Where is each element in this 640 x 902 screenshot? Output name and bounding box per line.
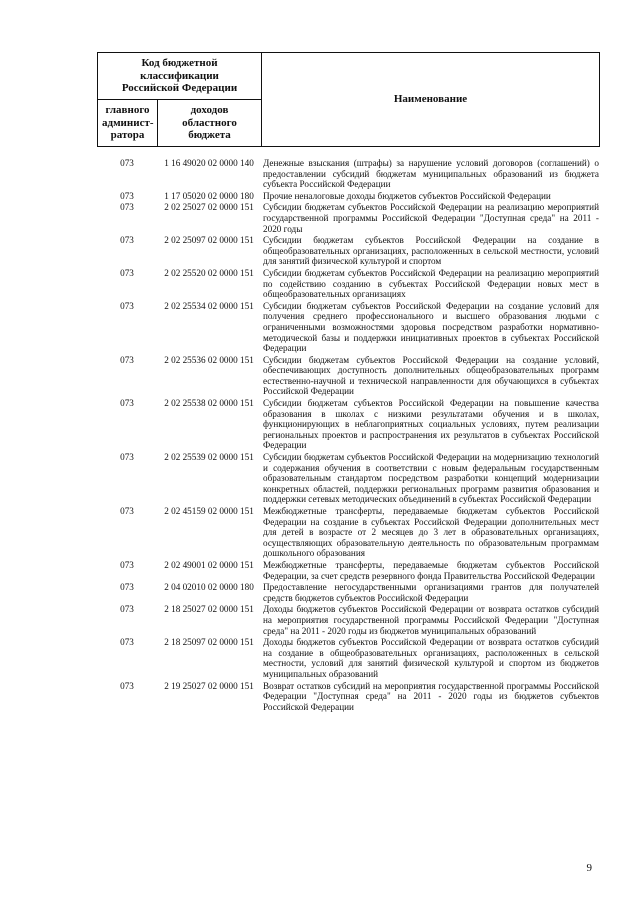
row-name: Субсидии бюджетам субъектов Российской Федерации на создание условий, обеспечивающих доступность дополнительных общеобразовательных программ естественно-научной и технической направленности для обучающихся в субъектах Российской Федерации bbox=[263, 354, 599, 397]
row-admin-code: 073 bbox=[120, 604, 134, 615]
row-admin-code: 073 bbox=[120, 190, 134, 201]
row-name: Субсидии бюджетам субъектов Российской Федерации на реализацию мероприятий государственной программы Российской Федерации "Доступная среда" на 2011 - 2020 годы bbox=[263, 202, 599, 234]
row-admin-code: 073 bbox=[120, 398, 134, 409]
row-admin-code: 073 bbox=[120, 637, 134, 648]
row-name: Субсидии бюджетам субъектов Российской Федерации на реализацию мероприятий по содействию созданию в субъектах Российской Федерации новых мест в общеобразовательных организациях bbox=[263, 267, 599, 300]
table-row bbox=[97, 158, 599, 190]
row-admin-code: 073 bbox=[120, 158, 134, 168]
row-budget-code: 1 16 49020 02 0000 140 bbox=[164, 158, 254, 168]
table-row bbox=[97, 268, 599, 300]
row-admin-code: 073 bbox=[120, 354, 134, 365]
row-name: Предоставление негосударственными организациями грантов для получателей средств бюджетов субъектов Российской Федерации bbox=[263, 582, 599, 603]
row-name: Межбюджетные трансферты, передаваемые бюджетам субъектов Российской Федерации, за счет средств резервного фонда Правительства Российской Федерации bbox=[263, 559, 599, 581]
table-row bbox=[97, 560, 599, 581]
page-number: 9 bbox=[586, 862, 592, 874]
row-admin-code: 073 bbox=[120, 559, 134, 570]
row-name: Субсидии бюджетам субъектов Российской Федерации на модернизацию технологий и содержания обучения в соответствии с новым федеральным государственным образовательным стандартом посредством разработки концепций модернизации конкретных областей, поддержки региональных программ развития образования и поддержки сетевых методических объединений в субъектах Российской Федерации bbox=[263, 452, 599, 505]
table-header bbox=[97, 52, 600, 147]
row-admin-code: 073 bbox=[120, 582, 134, 593]
header-income: доходов областного бюджета bbox=[158, 100, 262, 147]
table-row bbox=[97, 301, 599, 354]
row-name: Доходы бюджетов субъектов Российской Федерации от возврата остатков субсидий на создание в общеобразовательных организациях, расположенных в сельской местности, условий для занятий физической культурой и спортом из бюджетов муниципальных образований bbox=[263, 637, 599, 679]
row-name: Субсидии бюджетам субъектов Российской Федерации на создание в общеобразовательных организациях, расположенных в сельской местности, условий для занятий физической культурой и спортом bbox=[263, 235, 599, 267]
table-row bbox=[97, 235, 599, 267]
row-admin-code: 073 bbox=[120, 300, 134, 311]
row-budget-code: 2 02 25520 02 0000 151 bbox=[164, 267, 254, 278]
table-row bbox=[97, 398, 599, 451]
table-row bbox=[97, 202, 599, 234]
table-row bbox=[97, 452, 599, 505]
row-budget-code: 2 02 25097 02 0000 151 bbox=[164, 235, 254, 246]
row-budget-code: 2 18 25097 02 0000 151 bbox=[164, 637, 254, 648]
row-name: Доходы бюджетов субъектов Российской Федерации от возврата остатков субсидий на мероприятия государственной программы Российской Федерации "Доступная среда" на 2011 - 2020 годы из бюджетов муниципальных образований bbox=[263, 604, 599, 636]
row-name: Денежные взыскания (штрафы) за нарушение условий договоров (соглашений) о предоставлении субсидий бюджетам муниципальных образований из бюджета субъекта Российской Федерации bbox=[263, 158, 599, 190]
row-budget-code: 1 17 05020 02 0000 180 bbox=[164, 190, 254, 201]
row-budget-code: 2 02 49001 02 0000 151 bbox=[164, 559, 254, 570]
row-budget-code: 2 04 02010 02 0000 180 bbox=[164, 582, 254, 593]
table-row bbox=[97, 681, 599, 713]
row-admin-code: 073 bbox=[120, 202, 134, 213]
rows-list bbox=[97, 158, 599, 713]
row-budget-code: 2 02 25536 02 0000 151 bbox=[164, 354, 254, 365]
row-name: Межбюджетные трансферты, передаваемые бюджетам субъектов Российской Федерации на создание в субъектах Российской Федерации дополнительных мест для детей в возрасте от 2 месяцев до 3 лет в образовательных организациях, осуществляющих образовательную деятельность по образовательным программам дошкольного образования bbox=[263, 506, 599, 559]
row-name: Субсидии бюджетам субъектов Российской Федерации на создание условий для получения среднего профессионального и высшего образования людьми с ограниченными возможностями здоровья посредством разработки нормативно-методической базы и поддержки инициативных проектов в субъектах Российской Федерации bbox=[263, 300, 599, 354]
row-budget-code: 2 02 25538 02 0000 151 bbox=[164, 398, 254, 409]
table-row bbox=[97, 637, 599, 679]
header-name: Наименование bbox=[262, 53, 600, 147]
row-name: Прочие неналоговые доходы бюджетов субъектов Российской Федерации bbox=[263, 190, 551, 201]
table-row bbox=[97, 355, 599, 397]
row-name: Субсидии бюджетам субъектов Российской Федерации на повышение качества образования в школах с низкими результатами обучения и в школах, функционирующих в неблагоприятных социальных условиях, путем реализации региональных проектов и распространения их результатов в субъектах Российской Федерации bbox=[263, 398, 599, 451]
header-admin: главного админист-ратора bbox=[98, 100, 158, 147]
row-budget-code: 2 02 45159 02 0000 151 bbox=[164, 506, 254, 516]
row-admin-code: 073 bbox=[120, 452, 134, 463]
table-row bbox=[97, 582, 599, 603]
row-budget-code: 2 18 25027 02 0000 151 bbox=[164, 604, 254, 615]
row-admin-code: 073 bbox=[120, 506, 134, 516]
row-budget-code: 2 02 25534 02 0000 151 bbox=[164, 300, 254, 311]
row-budget-code: 2 02 25539 02 0000 151 bbox=[164, 452, 254, 463]
row-budget-code: 2 19 25027 02 0000 151 bbox=[164, 680, 254, 691]
header-group-title: Код бюджетной классификации Российской Федерации bbox=[98, 53, 262, 100]
table-row bbox=[97, 604, 599, 636]
row-admin-code: 073 bbox=[120, 235, 134, 246]
row-budget-code: 2 02 25027 02 0000 151 bbox=[164, 202, 254, 213]
row-admin-code: 073 bbox=[120, 680, 134, 691]
table-row bbox=[97, 506, 599, 559]
row-admin-code: 073 bbox=[120, 267, 134, 278]
row-name: Возврат остатков субсидий на мероприятия государственной программы Российской Федерации "Доступная среда" на 2011 - 2020 годы из бюджетов субъектов Российской Федерации bbox=[263, 680, 599, 712]
table-row bbox=[97, 191, 599, 202]
